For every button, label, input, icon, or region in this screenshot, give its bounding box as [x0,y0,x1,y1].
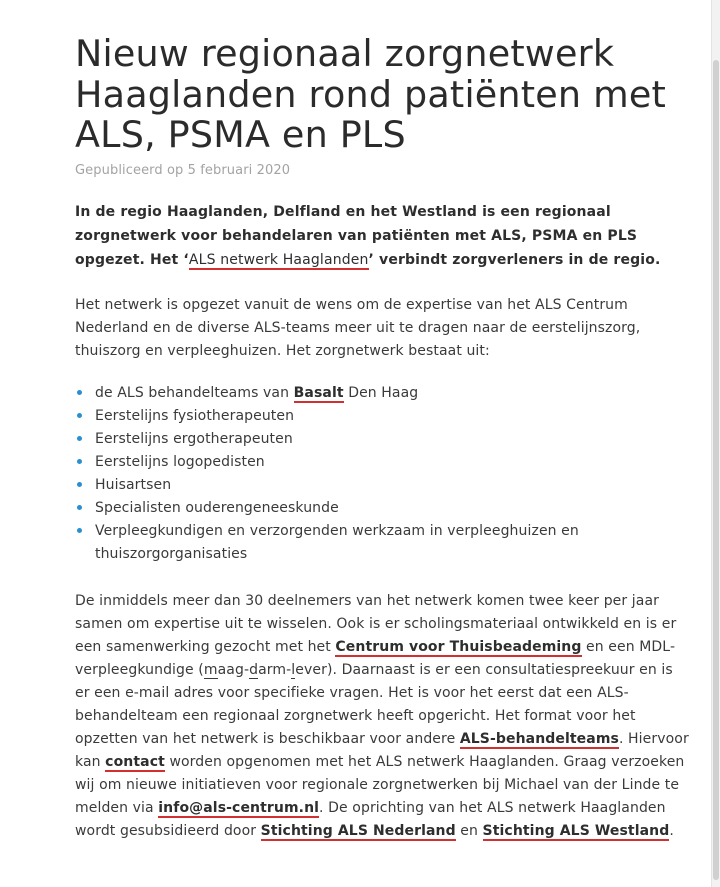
paragraph-line: melden via info@als-centrum.nl. De oprichting van het ALS netwerk Haaglanden [75,799,666,816]
list-item: Eerstelijns ergotherapeuten [75,428,695,451]
list-item: Verpleegkundigen en verzorgenden werkzaam in verpleeghuizen en thuiszorgorganisaties [75,520,695,566]
list-item: Huisartsen [75,474,695,497]
title-line: Nieuw regionaal zorgnetwerk [75,32,615,75]
basalt-link[interactable]: Basalt [293,384,344,401]
paragraph-deelnemers [75,590,695,843]
list-item: de ALS behandelteams van Basalt Den Haag [75,382,695,405]
contact-link[interactable]: contact [105,753,165,770]
bullet-icon [77,436,82,441]
paragraph-line: Het netwerk is opgezet vanuit de wens om de expertise van het ALS Centrum [75,296,628,313]
paragraph-line: thuiszorg en verpleeghuizen. Het zorgnetwerk bestaat uit: [75,342,490,359]
stichting-als-nederland-link[interactable]: Stichting ALS Nederland [260,822,456,839]
bullet-icon [77,528,82,533]
list-item: Specialisten ouderengeneeskunde [75,497,695,520]
title-line: ALS, PSMA en PLS [75,113,406,156]
article-title [75,34,695,156]
abbrev-letter: m [203,661,218,678]
zorgnetwerk-members-list [75,382,695,566]
title-line: Haaglanden rond patiënten met [75,72,666,116]
bullet-icon [77,459,82,464]
paragraph-line: er een e-mail adres voor specifieke vragen. Het is voor het eerst dat een ALS- [75,684,629,701]
centrum-voor-thuisbeademing-link[interactable]: Centrum voor Thuisbeademing [335,638,582,655]
published-date: Gepubliceerd op 5 februari 2020 [75,162,291,178]
stichting-als-westland-link[interactable]: Stichting ALS Westland [482,822,670,839]
paragraph-line: De inmiddels meer dan 30 deelnemers van het netwerk komen twee keer per jaar [75,592,659,609]
list-item: Eerstelijns fysiotherapeuten [75,405,695,428]
bullet-icon [77,413,82,418]
paragraph-line: een samenwerking gezocht met het Centrum voor Thuisbeademing en een MDL- [75,638,676,655]
bullet-icon [77,505,82,510]
bullet-icon [77,482,82,487]
paragraph-line: behandelteam een regionaal zorgnetwerk heeft opgericht. Het format voor het [75,707,636,724]
paragraph-line: Nederland en de diverse ALS-teams meer uit te dragen naar de eerstelijnszorg, [75,319,641,336]
article [75,34,695,843]
intro-paragraph [75,200,695,272]
paragraph-line: kan contact worden opgenomen met het ALS netwerk Haaglanden. Graag verzoeken [75,753,685,770]
bullet-icon [77,390,82,395]
als-netwerk-haaglanden-link[interactable]: ALS netwerk Haaglanden [188,251,369,268]
scrollbar-thumb[interactable] [713,60,719,880]
list-item: Eerstelijns logopedisten [75,451,695,474]
intro-line: zorgnetwerk voor behandelaren van patiënten met ALS, PSMA en PLS [75,227,638,244]
paragraph-line: wij om nieuwe initiatieven voor regionale zorgnetwerken bij Michael van der Linde te [75,776,680,793]
intro-line: opgezet. Het ‘ALS netwerk Haaglanden’ verbindt zorgverleners in de regio. [75,251,661,268]
paragraph-line: opzetten van het netwerk is beschikbaar voor andere ALS-behandelteams. Hiervoor [75,730,689,747]
email-link[interactable]: info@als-centrum.nl [158,799,320,816]
paragraph-line: samen om expertise uit te wisselen. Ook is er scholingsmateriaal ontwikkeld en is er [75,615,677,632]
abbrev-letter: d [249,661,259,678]
paragraph-line: verpleegkundige (maag-darm-lever). Daarnaast is er een consultatiespreekuur en is [75,661,673,678]
abbrev-letter: l [291,661,296,678]
paragraph-netwerk [75,294,695,363]
intro-line: In de regio Haaglanden, Delfland en het Westland is een regionaal [75,203,611,220]
als-behandelteams-link[interactable]: ALS-behandelteams [459,730,619,747]
paragraph-line: wordt gesubsidieerd door Stichting ALS Nederland en Stichting ALS Westland. [75,822,674,839]
